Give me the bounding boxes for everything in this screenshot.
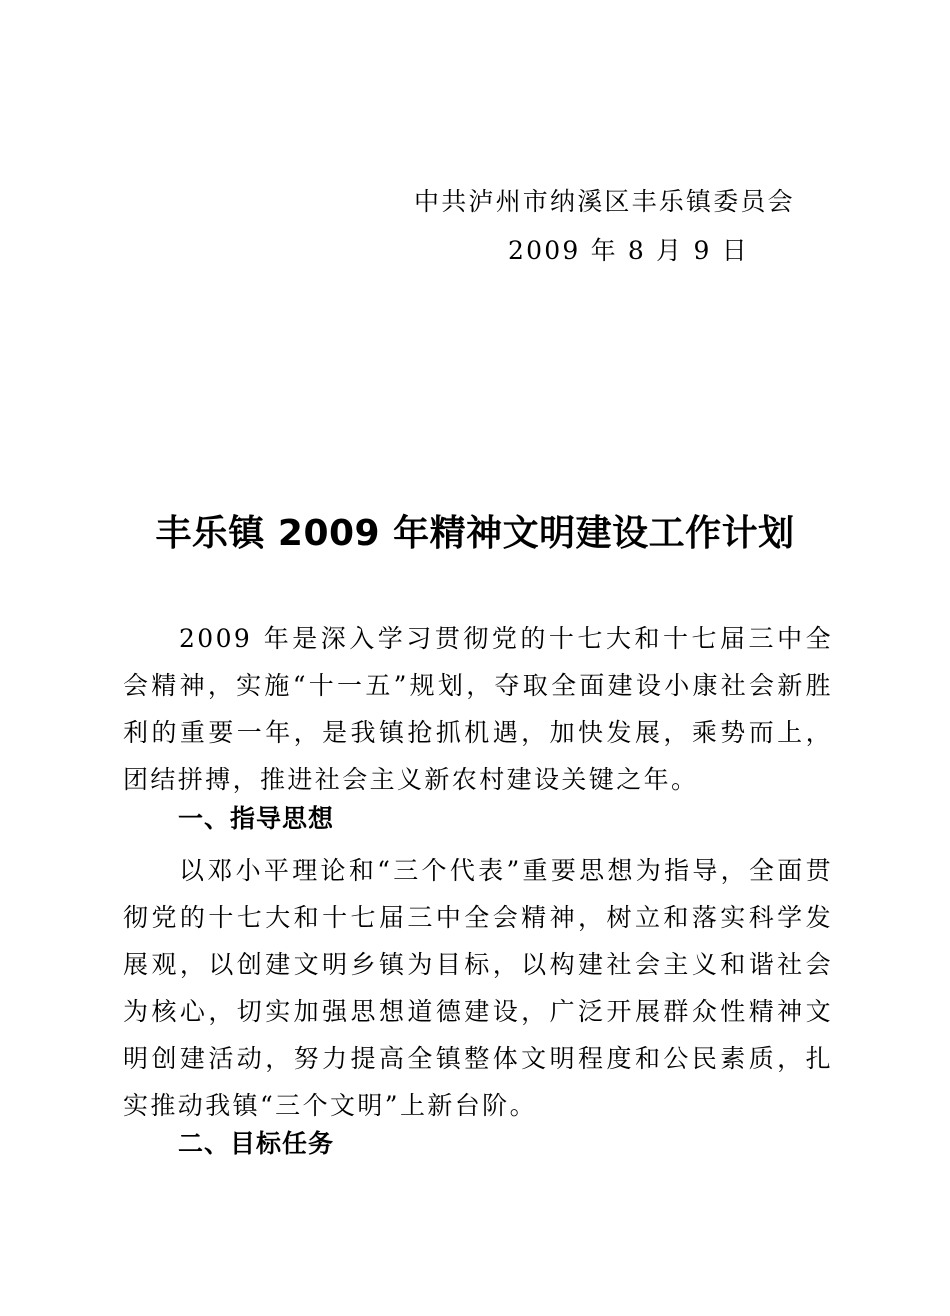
- document-title: 丰乐镇 2009 年精神文明建设工作计划: [155, 513, 795, 554]
- section-heading-guiding-ideology: 一、指导思想: [178, 804, 335, 833]
- intro-paragraph: 2009 年是深入学习贯彻党的十七大和十七届三中全会精神，实施“十一五”规划，夺取全面建设小康社会新胜利的重要一年，是我镇抢抓机遇，加快发展，乘势而上，团结拼搏，推进社会主义新农村建设关键之年。: [123, 624, 833, 794]
- section-paragraph-guiding-ideology: 以邓小平理论和“三个代表”重要思想为指导，全面贯彻党的十七大和十七届三中全会精神，树立和落实科学发展观，以创建文明乡镇为目标，以构建社会主义和谐社会为核心，切实加强思想道德建设，广泛开展群众性精神文明创建活动，努力提高全镇整体文明程度和公民素质，扎实推动我镇“三个文明”上新台阶。: [123, 856, 833, 1120]
- section-heading-goals-tasks: 二、目标任务: [178, 1129, 335, 1158]
- sender-organization: 中共泸州市纳溪区丰乐镇委员会: [414, 187, 795, 216]
- sender-date: 2009 年 8 月 9 日: [508, 236, 749, 265]
